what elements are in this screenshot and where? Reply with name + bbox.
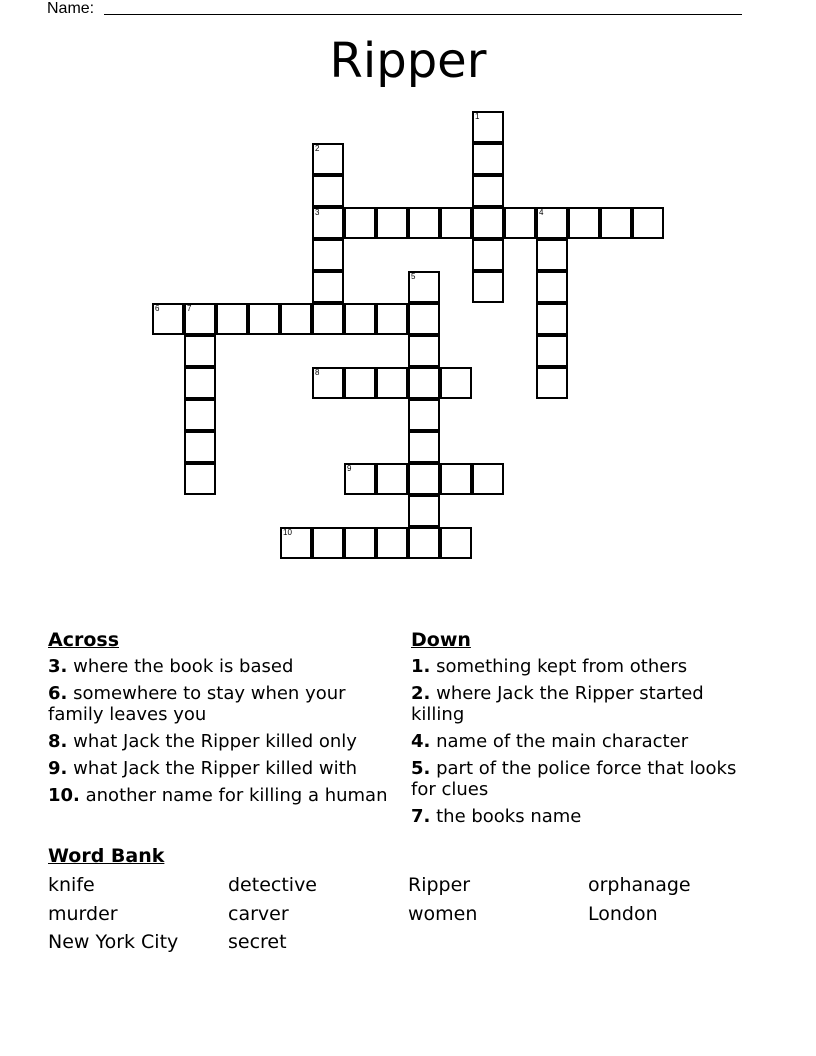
grid-cell[interactable] — [472, 175, 504, 207]
grid-cell[interactable] — [280, 303, 312, 335]
grid-cell[interactable] — [344, 463, 376, 495]
clue-number: 5. — [411, 758, 431, 779]
grid-cell[interactable] — [216, 303, 248, 335]
across-clue — [48, 656, 393, 677]
grid-cell[interactable] — [344, 207, 376, 239]
down-heading: Down — [411, 629, 471, 651]
down-clue — [411, 758, 756, 800]
across-clue — [48, 758, 393, 779]
down-clue — [411, 683, 756, 725]
clue-text: somewhere to stay when your family leaves you — [48, 683, 346, 725]
grid-cell[interactable] — [376, 527, 408, 559]
word-bank-heading: Word Bank — [48, 845, 165, 867]
down-clues — [411, 628, 756, 833]
clue-text: what Jack the Ripper killed with — [67, 758, 358, 779]
grid-cell[interactable] — [344, 303, 376, 335]
grid-cell[interactable] — [312, 271, 344, 303]
grid-cell[interactable] — [536, 367, 568, 399]
grid-cell[interactable] — [376, 303, 408, 335]
grid-cell[interactable] — [408, 303, 440, 335]
cell-number: 1 — [475, 112, 480, 121]
grid-cell[interactable] — [312, 527, 344, 559]
down-clue — [411, 806, 756, 827]
grid-cell[interactable] — [408, 399, 440, 431]
grid-cell[interactable] — [536, 207, 568, 239]
clue-text: what Jack the Ripper killed only — [67, 731, 357, 752]
clue-text: where the book is based — [67, 656, 294, 677]
grid-cell[interactable] — [536, 239, 568, 271]
grid-cell[interactable] — [472, 143, 504, 175]
cell-number: 8 — [315, 368, 320, 377]
grid-cell[interactable] — [568, 207, 600, 239]
word-bank-item: detective — [228, 874, 317, 896]
grid-cell[interactable] — [152, 303, 184, 335]
word-bank-item: murder — [48, 903, 118, 925]
cell-number: 4 — [539, 208, 544, 217]
clue-text: the books name — [430, 806, 582, 827]
grid-cell[interactable] — [312, 143, 344, 175]
grid-cell[interactable] — [472, 239, 504, 271]
across-clue — [48, 731, 393, 752]
name-label: Name: — [47, 0, 95, 17]
grid-cell[interactable] — [376, 207, 408, 239]
grid-cell[interactable] — [408, 431, 440, 463]
grid-cell[interactable] — [600, 207, 632, 239]
word-bank-item: carver — [228, 903, 289, 925]
grid-cell[interactable] — [312, 207, 344, 239]
word-bank-item: knife — [48, 874, 95, 896]
grid-cell[interactable] — [344, 367, 376, 399]
clue-number: 2. — [411, 683, 431, 704]
down-clue — [411, 656, 756, 677]
clue-number: 4. — [411, 731, 431, 752]
grid-cell[interactable] — [440, 527, 472, 559]
grid-cell[interactable] — [504, 207, 536, 239]
grid-cell[interactable] — [440, 207, 472, 239]
clue-text: something kept from others — [430, 656, 688, 677]
word-bank-item: New York City — [48, 931, 179, 953]
across-heading: Across — [48, 629, 120, 651]
word-bank-item: women — [408, 903, 478, 925]
clue-number: 3. — [48, 656, 68, 677]
clue-text: name of the main character — [430, 731, 689, 752]
cell-number: 9 — [347, 464, 352, 473]
grid-cell[interactable] — [248, 303, 280, 335]
cell-number: 3 — [315, 208, 320, 217]
grid-cell[interactable] — [408, 271, 440, 303]
grid-cell[interactable] — [184, 463, 216, 495]
grid-cell[interactable] — [408, 335, 440, 367]
down-clue — [411, 731, 756, 752]
grid-cell[interactable] — [376, 463, 408, 495]
grid-cell[interactable] — [472, 207, 504, 239]
grid-cell[interactable] — [536, 335, 568, 367]
grid-cell[interactable] — [408, 367, 440, 399]
grid-cell[interactable] — [440, 463, 472, 495]
grid-cell[interactable] — [472, 463, 504, 495]
grid-cell[interactable] — [184, 431, 216, 463]
clue-number: 8. — [48, 731, 68, 752]
grid-cell[interactable] — [408, 463, 440, 495]
across-clue — [48, 683, 393, 725]
across-clues — [48, 628, 393, 812]
word-bank-item: Ripper — [408, 874, 471, 896]
grid-cell[interactable] — [184, 367, 216, 399]
grid-cell[interactable] — [472, 111, 504, 143]
grid-cell[interactable] — [472, 271, 504, 303]
grid-cell[interactable] — [280, 527, 312, 559]
across-clue — [48, 785, 393, 806]
word-bank-item: London — [588, 903, 658, 925]
cell-number: 5 — [411, 272, 416, 281]
grid-cell[interactable] — [632, 207, 664, 239]
puzzle-title: Ripper — [329, 33, 487, 89]
clue-number: 6. — [48, 683, 68, 704]
grid-cell[interactable] — [408, 207, 440, 239]
grid-cell[interactable] — [312, 367, 344, 399]
clue-number: 9. — [48, 758, 68, 779]
grid-cell[interactable] — [408, 495, 440, 527]
grid-cell[interactable] — [184, 399, 216, 431]
grid-cell[interactable] — [440, 367, 472, 399]
clue-number: 7. — [411, 806, 431, 827]
clue-number: 10. — [48, 785, 80, 806]
grid-cell[interactable] — [184, 303, 216, 335]
clue-text: where Jack the Ripper started killing — [411, 683, 704, 725]
grid-cell[interactable] — [344, 527, 376, 559]
cell-number: 10 — [283, 528, 292, 537]
grid-cell[interactable] — [376, 367, 408, 399]
grid-cell[interactable] — [184, 335, 216, 367]
clue-number: 1. — [411, 656, 431, 677]
word-bank-item: secret — [228, 931, 287, 953]
grid-cell[interactable] — [536, 303, 568, 335]
cell-number: 6 — [155, 304, 160, 313]
grid-cell[interactable] — [312, 303, 344, 335]
word-bank-item: orphanage — [588, 874, 691, 896]
grid-cell[interactable] — [536, 271, 568, 303]
grid-cell[interactable] — [408, 527, 440, 559]
grid-cell[interactable] — [312, 175, 344, 207]
cell-number: 7 — [187, 304, 192, 313]
clue-text: another name for killing a human — [79, 785, 388, 806]
grid-cell[interactable] — [312, 239, 344, 271]
cell-number: 2 — [315, 144, 320, 153]
clue-text: part of the police force that looks for clues — [411, 758, 737, 800]
